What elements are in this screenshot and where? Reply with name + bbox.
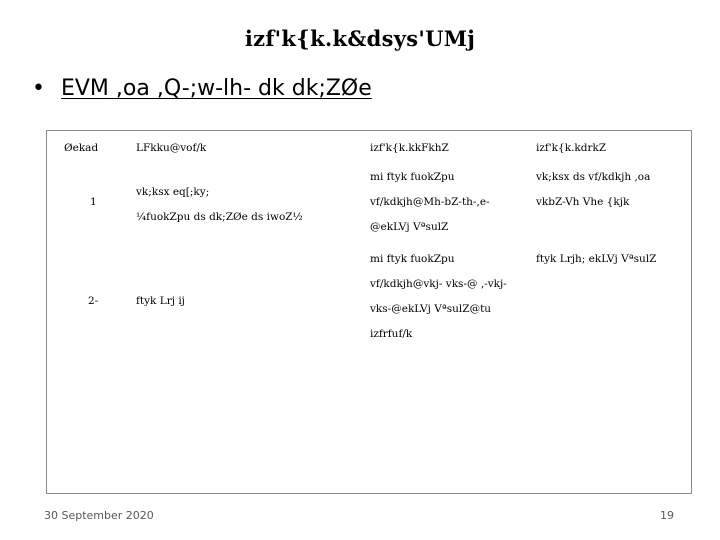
row2-trainees xyxy=(370,247,507,347)
header-trainees: izf'k{k.kkFkhZ xyxy=(370,142,449,154)
bullet-heading-rest: ,oa ,Q-;w-lh- dk dk;ZØe xyxy=(108,76,372,101)
bullet-heading xyxy=(32,76,372,101)
row2-trainer xyxy=(536,247,656,272)
bullet-heading-prefix: EVM xyxy=(60,76,109,101)
row1-serial: 1 xyxy=(90,196,97,208)
footer-date: 30 September 2020 xyxy=(44,509,154,522)
row2-trainees-line: izfrfuf/k xyxy=(370,328,413,340)
row2-trainees-line: mi ftyk fuokZpu xyxy=(370,253,455,265)
row1-trainees xyxy=(370,165,490,240)
row1-place xyxy=(136,180,303,230)
row2-trainer-line: ftyk Lrjh; ekLVj VªsulZ xyxy=(536,253,657,265)
row2-trainees-line: vks-@ekLVj VªsulZ@tu xyxy=(370,303,492,315)
row2-serial: 2- xyxy=(88,295,99,307)
row1-trainer xyxy=(536,165,650,215)
row1-trainees-line: vf/kdkjh@Mh-bZ-th-,e- xyxy=(370,196,490,208)
row1-trainees-line: mi ftyk fuokZpu xyxy=(370,171,455,183)
row1-place-line: vk;ksx eq[;ky; xyxy=(136,186,210,198)
row2-place: ftyk Lrj ij xyxy=(136,295,185,307)
slide-title: izf'k{k.k&dsys'UMj xyxy=(244,26,476,51)
bullet-dot-icon: • xyxy=(32,76,45,101)
row2-trainees-line: vf/kdkjh@vkj- vks-@ ,-vkj- xyxy=(370,278,507,290)
header-place: LFkku@vof/k xyxy=(136,142,207,154)
bullet-heading-text xyxy=(61,76,372,101)
header-trainer: izf'k{k.kdrkZ xyxy=(536,142,607,154)
row1-place-sub: ¼fuokZpu ds dk;ZØe ds iwoZ½ xyxy=(136,211,303,223)
row1-trainer-line: vkbZ-Vh Vhe {kjk xyxy=(536,196,630,208)
row1-trainees-line: @ekLVj VªsulZ xyxy=(370,221,449,233)
header-serial: Øekad xyxy=(64,142,99,154)
page-number: 19 xyxy=(660,509,674,522)
row1-trainer-line: vk;ksx ds vf/kdkjh ,oa xyxy=(536,171,651,183)
